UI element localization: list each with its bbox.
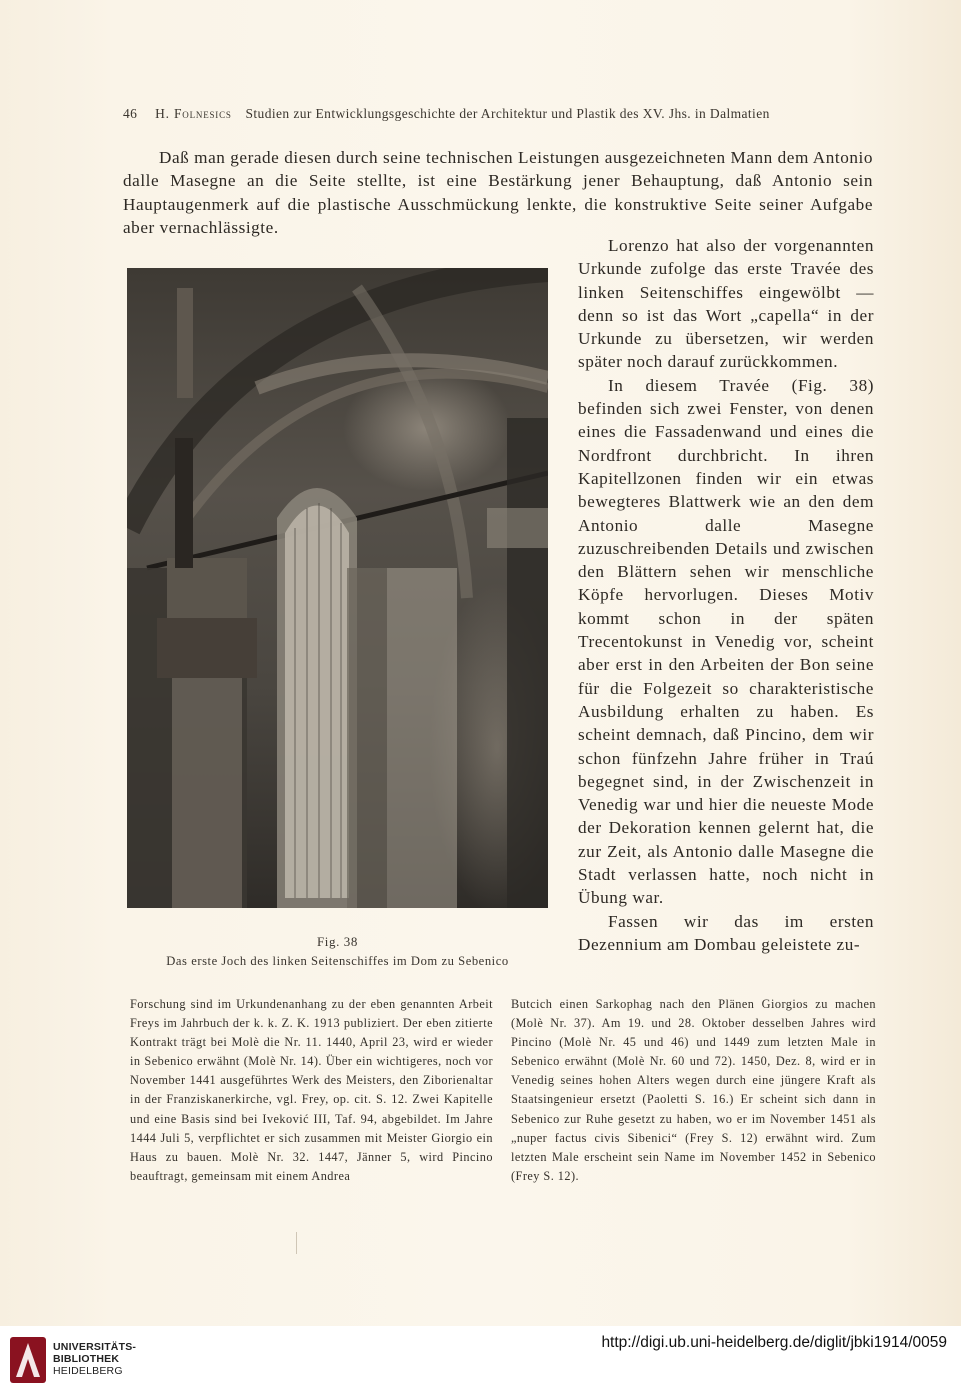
library-logo-icon [8, 1333, 48, 1391]
library-name: UNIVERSITÄTS- BIBLIOTHEK HEIDELBERG [53, 1341, 137, 1377]
side-column [578, 234, 874, 956]
figure-number: Fig. 38 [316, 934, 359, 949]
figure-photograph [127, 268, 548, 908]
side-paragraph-2: In diesem Travée (Fig. 38) befinden sich zwei Fenster, von denen eines die Fassadenwand und eines die Nordfront durchbricht. In ihren Kapitellzonen finden wir ein etwas bewegteres Blattwerk wie an den dem Antonio dalle Masegne zuzuschreibenden Details und zwischen den Blättern sehen wir menschliche Köpfe hervorlugen. Dieses Motiv kommt schon in der späten Trecentokunst in Venedig vor, scheint aber erst in den Arbeiten der Bon seine für die Folgezeit so charakteristische Ausbildung erhalten zu haben. Es scheint demnach, daß Pincino, dem wir schon fünfzehn Jahre früher in Traú begegnet sind, in der Zwischenzeit in Venedig war und hier die neueste Mode der Dekoration kennen gelernt hat, die zur Zeit, als Antonio dalle Masegne die Stadt verlassen hatte, noch nicht in Übung war. [578, 375, 874, 908]
page-mark [296, 1232, 297, 1254]
opening-paragraph: Daß man gerade diesen durch seine technischen Leistungen ausgezeichneten Mann dem Antonio dalle Masegne an die Seite stellte, ist eine Bestärkung jener Behauptung, daß Antonio sein Hauptaugenmerk auf die plastische Ausschmückung lenkte, die konstruktive Seite seiner Aufgabe aber vernachlässigte. [123, 148, 873, 237]
side-paragraph-1: Lorenzo hat also der vorgenannten Urkunde zufolge das erste Travée des linken Seitenschiffes eingewölbt — denn so ist das Wort „capella“ in der Urkunde zu übersetzen, wir werden später noch darauf zurückkommen. [578, 236, 874, 372]
figure-caption [127, 933, 548, 971]
side-paragraph-3: Fassen wir das im ersten Dezennium am Dombau geleistete zu- [578, 911, 874, 954]
footnote-right-column: Butcich einen Sarkophag nach den Plänen Giorgios zu machen (Molè Nr. 37). Am 19. und 28. Oktober desselben Jahres wird Pincino (Molè Nr. 45 und 46) und 1449 zum letzten Male in Sebenico erwähnt (Molè Nr. 60 und 72). 1450, Dez. 8, wird er in Venedig seines hohen Alters wegen durch eine jüngere Kraft als Staatsingenieur ersetzt (Paoletti S. 16.) Er scheint sich dann in Sebenico zur Ruhe gesetzt zu haben, wo er im November 1451 als „nuper factus civis Sibenici“ (Frey S. 12) erwähnt wird. Zum letzten Male erscheint sein Name im November 1452 in Sebenico (Frey S. 12). [511, 997, 876, 1183]
running-header [123, 106, 843, 122]
figure-title: Das erste Joch des linken Seitenschiffes im Dom zu Sebenico [166, 954, 509, 968]
permalink-url[interactable]: http://digi.ub.uni-heidelberg.de/diglit/jbki1914/0059 [601, 1334, 947, 1351]
header-author: H. Folnesics [155, 106, 232, 121]
page-number: 46 [123, 106, 138, 121]
footnote-left-column: Forschung sind im Urkundenanhang zu der eben genannten Arbeit Freys im Jahrbuch der k. k. Z. K. 1913 publiziert. Der eben zitierte Kontrakt trägt bei Molè die Nr. 11. 1440, April 23, wird er wieder in Sebenico erwähnt (Molè Nr. 14). Über ein wichtigeres, noch vor November 1441 ausgeführtes Werk des Meisters, den Ziborienaltar in der Franziskanerkirche, vgl. Frey, op. cit. S. 12. Zwei Kapitelle und eine Basis sind bei Iveković III, Taf. 94, abgebildet. Im Jahre 1444 Juli 5, verpflichtet er sich zusammen mit Meister Giorgio ein Haus zu bauen. Molè Nr. 32. 1447, Jänner 5, wird Pincino beauftragt, gemeinsam mit einem Andrea [130, 997, 493, 1183]
vault-illustration [127, 268, 548, 908]
running-title: Studien zur Entwicklungsgeschichte der Architektur und Plastik des XV. Jhs. in Dalmatien [245, 106, 770, 121]
